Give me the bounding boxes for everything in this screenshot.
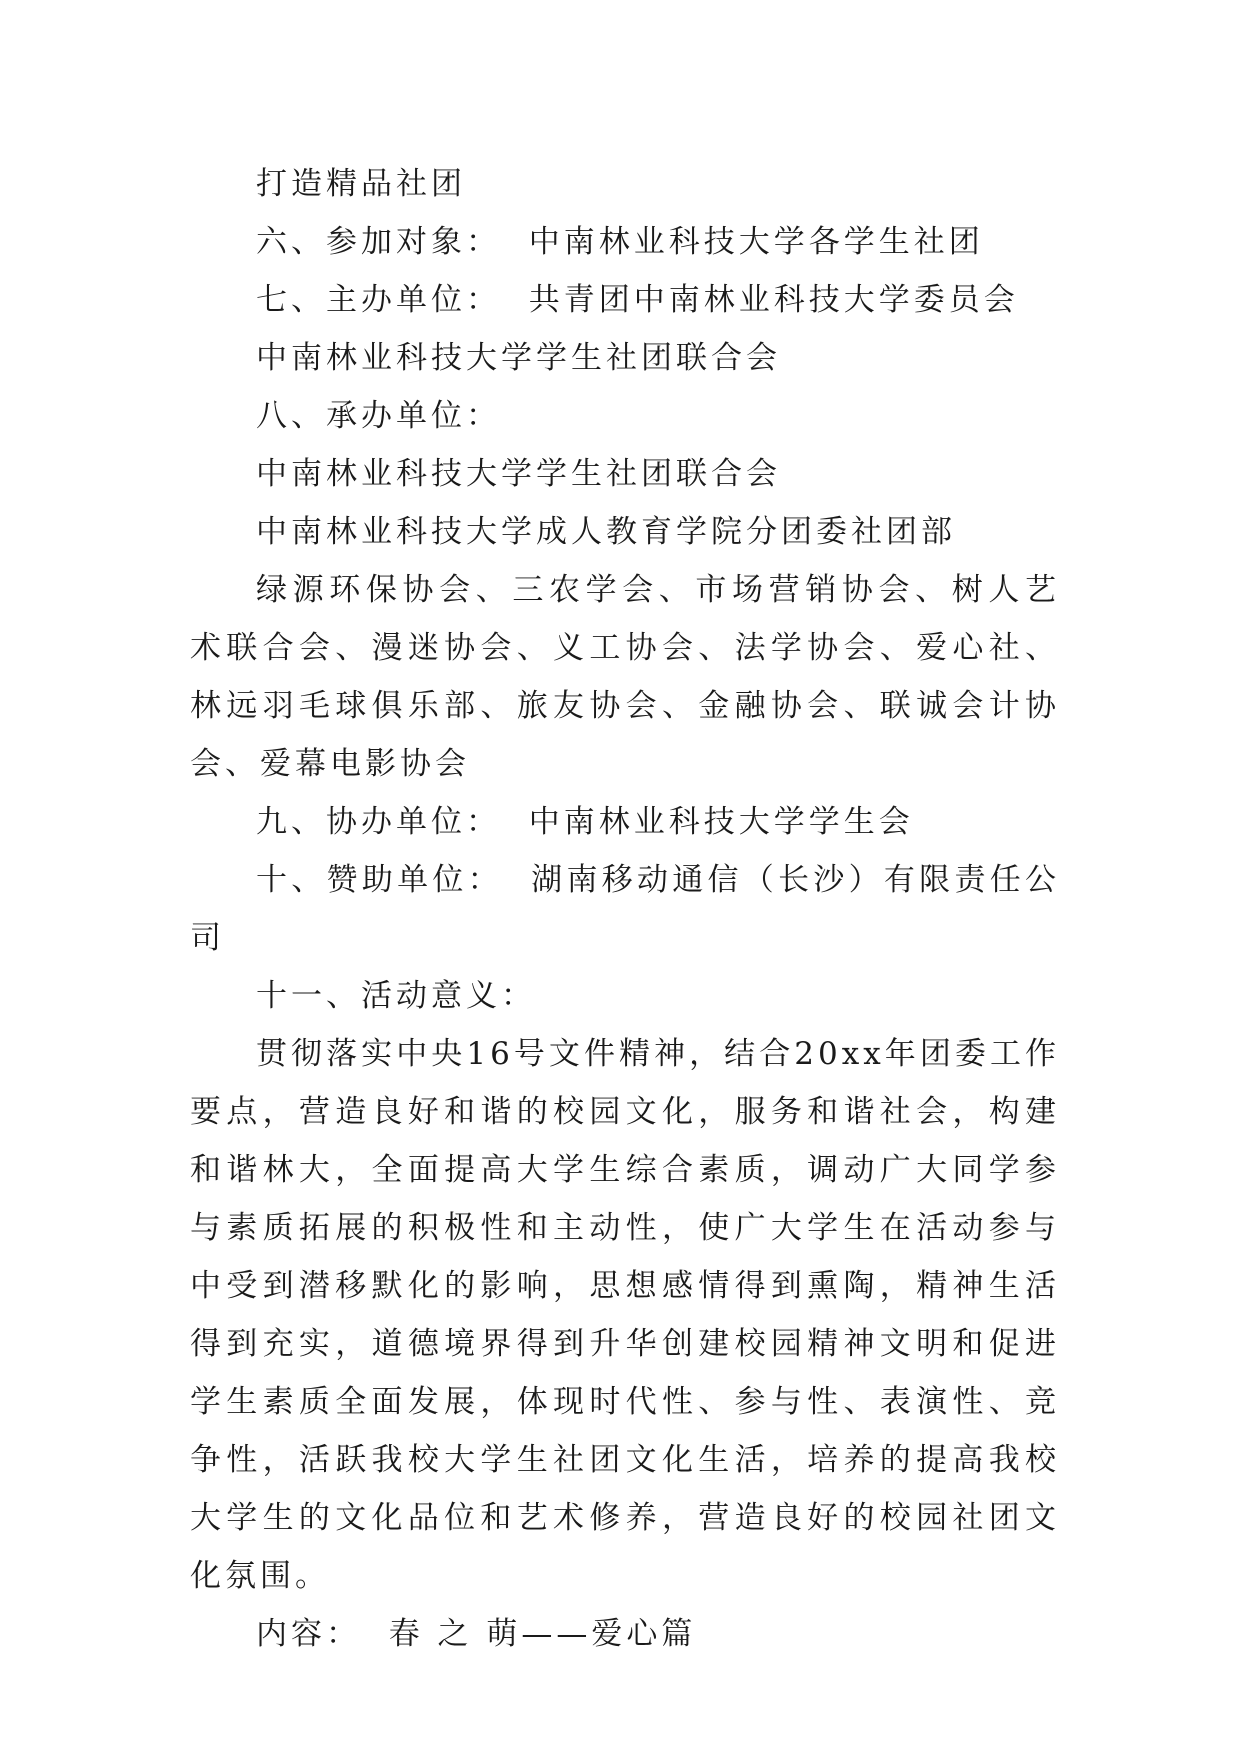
paragraph-sponsor: 十、赞助单位： 湖南移动通信（长沙）有限责任公司	[190, 862, 1060, 956]
paragraph-host-second: 中南林业科技大学学生社团联合会	[256, 340, 781, 376]
paragraph-goal: 打造精品社团	[256, 166, 466, 202]
paragraph-organizer-1: 中南林业科技大学学生社团联合会	[256, 456, 781, 492]
paragraph-significance-heading: 十一、活动意义：	[256, 978, 536, 1014]
paragraph-organizer-clubs: 绿源环保协会、三农学会、市场营销协会、树人艺术联合会、漫迷协会、义工协会、法学协会、爱心社、林远羽毛球俱乐部、旅友协会、金融协会、联诚会计协会、爱幕电影协会	[190, 572, 1060, 782]
paragraph-organizer-2: 中南林业科技大学成人教育学院分团委社团部	[256, 514, 956, 550]
paragraph-host: 七、主办单位： 共青团中南林业科技大学委员会	[256, 282, 1019, 318]
paragraph-organizer-heading: 八、承办单位：	[256, 398, 501, 434]
paragraph-significance-body: 贯彻落实中央16号文件精神，结合20xx年团委工作要点，营造良好和谐的校园文化，服务和谐社会，构建和谐林大，全面提高大学生综合素质，调动广大同学参与素质拓展的积极性和主动性，使广大学生在活动参与中受到潜移默化的影响，思想感情得到熏陶，精神生活得到充实，道德境界得到升华创建校园精神文明和促进学生素质全面发展，体现时代性、参与性、表演性、竞争性，活跃我校大学生社团文化生活，培养的提高我校大学生的文化品位和艺术修养，营造良好的校园社团文化氛围。	[190, 1036, 1060, 1594]
paragraph-co-organizer: 九、协办单位： 中南林业科技大学学生会	[256, 804, 914, 840]
paragraph-participants: 六、参加对象： 中南林业科技大学各学生社团	[256, 224, 984, 260]
paragraph-content: 内容： 春 之 萌——爱心篇	[256, 1616, 697, 1652]
document-body	[190, 155, 1060, 1663]
